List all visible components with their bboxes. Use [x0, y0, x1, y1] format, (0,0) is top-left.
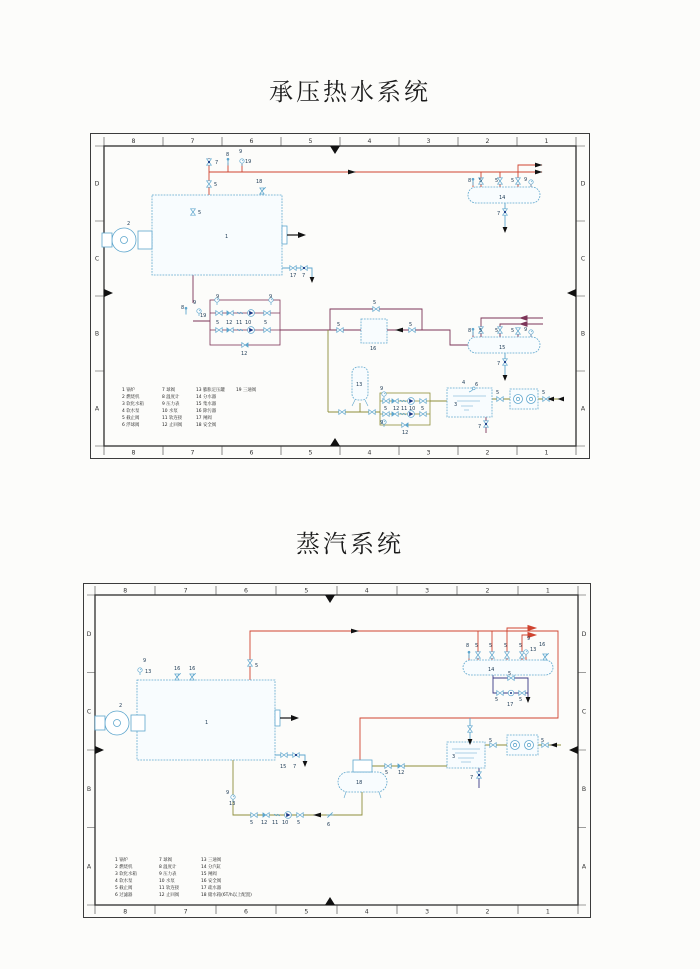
- component-label: 2: [127, 221, 131, 227]
- grid-label: B: [580, 330, 586, 338]
- ball-valve-icon: [503, 359, 508, 365]
- ball-valve-icon: [503, 209, 508, 215]
- component-label: 5: [511, 178, 515, 184]
- grid-label: 7: [190, 449, 195, 457]
- component-label: 19: [200, 313, 207, 319]
- gate-valve-icon: [290, 266, 296, 271]
- grid-label: A: [86, 863, 92, 871]
- legend-item: 6 过滤器: [115, 893, 133, 898]
- thermometer-icon: [468, 651, 471, 659]
- component-label: 5: [496, 390, 500, 396]
- legend-item: 8 温度计: [162, 395, 180, 400]
- component-label: 5: [337, 322, 341, 328]
- stop-valve-icon: [498, 327, 503, 333]
- component-label: 5: [495, 328, 499, 334]
- component-label: 1: [205, 720, 209, 726]
- pressure-gauge-icon: [529, 180, 533, 187]
- component-label: 13: [530, 647, 537, 653]
- stop-valve-icon: [297, 813, 303, 818]
- legend-item: 1 锅炉: [115, 858, 128, 863]
- grid-label: 6: [243, 908, 248, 916]
- steam-trap-icon: [508, 690, 514, 696]
- component-label: 15: [280, 764, 287, 770]
- legend-item: 19 三通阀: [236, 388, 257, 393]
- grid-label: 5: [304, 587, 309, 595]
- legend: [122, 386, 257, 428]
- stop-valve-icon: [476, 652, 481, 658]
- ball-valve-icon: [207, 159, 212, 165]
- stop-valve-icon: [373, 307, 379, 312]
- component-label: 7: [215, 160, 219, 166]
- component-label: 5: [297, 820, 301, 826]
- component-label: 13: [356, 382, 363, 388]
- pump-icon: [248, 310, 255, 317]
- stop-valve-icon: [216, 328, 222, 333]
- component-label: 5: [519, 643, 523, 649]
- component-label: 12: [241, 351, 248, 357]
- stop-valve-icon: [264, 328, 270, 333]
- legend-item: 17 疏水器: [201, 886, 222, 891]
- flow-arrows: [280, 629, 557, 818]
- check-valve-icon: [392, 399, 398, 404]
- legend-item: 18 安全阀: [196, 423, 217, 428]
- stop-valve-icon: [505, 652, 510, 658]
- component-label: 7: [497, 211, 501, 217]
- legend: [115, 856, 252, 898]
- thermometer-icon: [472, 328, 475, 336]
- check-valve-icon: [402, 423, 408, 428]
- check-valve-icon: [392, 412, 398, 417]
- grid-label: 8: [131, 449, 136, 457]
- legend-item: 14 分汽缸: [201, 865, 222, 870]
- component-label: 16: [174, 666, 181, 672]
- component-label: 2: [119, 703, 123, 709]
- component-label: 14: [499, 195, 506, 201]
- pressure-gauge-icon: [138, 668, 142, 675]
- safety-valve-icon: [260, 187, 266, 194]
- stop-valve-icon: [383, 399, 389, 404]
- stop-valve-icon: [369, 410, 375, 415]
- legend-item: 11 软连接: [162, 416, 183, 421]
- grid-label: 3: [425, 908, 430, 916]
- grid-label: D: [86, 630, 92, 638]
- component-label: 5: [489, 643, 493, 649]
- legend-item: 15 闸阀: [201, 872, 217, 877]
- check-valve-icon: [242, 343, 248, 348]
- steam-system-drawing: [83, 583, 591, 918]
- component-label: 10: [282, 820, 289, 826]
- component-label: 4: [462, 380, 466, 386]
- grid-label: 7: [183, 908, 188, 916]
- grid-label: 8: [131, 138, 136, 145]
- legend-item: 5 截止阀: [115, 886, 133, 891]
- check-valve-icon: [227, 311, 233, 316]
- grid-label: 8: [123, 587, 128, 595]
- legend-item: 9 压力表: [162, 402, 180, 407]
- component-label: 17: [290, 273, 297, 279]
- legend-item: 5 截止阀: [122, 416, 140, 421]
- component-label: 12: [261, 820, 268, 826]
- component-label: 8: [466, 643, 470, 649]
- legend-item: 15 集水器: [196, 402, 217, 407]
- pressure-gauge-icon: [524, 650, 528, 657]
- legend-item: 7 球阀: [162, 388, 175, 393]
- hot-water-system-drawing: [90, 133, 590, 459]
- grid-label: 4: [364, 587, 369, 595]
- grid-label: 2: [485, 138, 490, 145]
- grid-label: C: [581, 708, 587, 716]
- legend-item: 16 除污器: [196, 409, 217, 414]
- grid-label: 8: [123, 908, 128, 916]
- safety-valve-icon: [190, 673, 196, 680]
- steam-schematic: [83, 583, 591, 918]
- grid-label: 2: [485, 908, 490, 916]
- pressure-gauge-icon: [529, 330, 533, 337]
- ball-valve-icon: [293, 753, 299, 758]
- safety-valve-icon: [543, 653, 549, 660]
- component-label: 10: [245, 320, 252, 326]
- pump-icon: [408, 398, 415, 405]
- grid-label: 6: [243, 587, 248, 595]
- thermometer-icon: [472, 178, 475, 186]
- component-label: 5: [198, 210, 202, 216]
- ball-valve-icon: [301, 266, 307, 271]
- pressure-gauge-icon: [240, 159, 244, 166]
- legend-item: 8 温度计: [159, 865, 177, 870]
- grid-label: 1: [545, 587, 550, 595]
- component-label: 5: [384, 406, 388, 412]
- check-valve-icon: [398, 764, 404, 769]
- grid-label: D: [94, 180, 100, 188]
- component-label: 5: [214, 182, 218, 188]
- component-label: 6: [327, 822, 331, 828]
- component-label: 12: [398, 770, 405, 776]
- grid-label: 4: [367, 138, 372, 145]
- component-label: 5: [495, 697, 499, 703]
- check-valve-icon: [227, 328, 233, 333]
- grid-label: 5: [308, 449, 313, 457]
- stop-valve-icon: [519, 691, 525, 696]
- component-label: 12: [226, 320, 233, 326]
- component-label: 9: [216, 294, 220, 300]
- burner: [102, 228, 136, 252]
- hot-water-schematic: [90, 133, 590, 459]
- legend-item: 2 燃烧机: [115, 865, 133, 870]
- grid-label: 2: [485, 587, 490, 595]
- stop-valve-icon: [516, 328, 521, 334]
- component-label: 8: [468, 328, 472, 334]
- component-label: 9: [269, 294, 273, 300]
- legend-item: 3 软化水箱: [115, 872, 137, 877]
- stop-valve-icon: [468, 726, 473, 732]
- stop-valve-icon: [497, 397, 503, 402]
- component-label: 16: [189, 666, 196, 672]
- stop-valve-icon: [490, 652, 495, 658]
- legend-item: 7 球阀: [159, 858, 172, 863]
- component-label: 5: [479, 328, 483, 334]
- component-label: 18: [256, 179, 263, 185]
- stop-valve-icon: [337, 328, 343, 333]
- grid-label: 7: [183, 587, 188, 595]
- stop-valve-icon: [420, 412, 426, 417]
- legend-item: 18 储水箱(6T/h以上配置): [201, 893, 252, 898]
- stop-valve-icon: [420, 399, 426, 404]
- stop-valve-icon: [516, 178, 521, 184]
- component-label: 8: [181, 305, 185, 311]
- stop-valve-icon: [251, 813, 257, 818]
- component-label: 10: [409, 406, 416, 412]
- component-label: 5: [541, 738, 545, 744]
- component-label: 5: [421, 406, 425, 412]
- component-label: 5: [489, 738, 493, 744]
- stop-valve-icon: [385, 764, 391, 769]
- component-label: 5: [385, 770, 389, 776]
- legend-item: 16 安全阀: [201, 879, 222, 884]
- component-label: 9: [239, 149, 243, 155]
- component-label: 11: [236, 320, 243, 326]
- component-label: 9: [380, 386, 384, 392]
- component-label: 11: [401, 406, 408, 412]
- grid-label: C: [580, 255, 586, 263]
- component-label: 9: [524, 327, 528, 333]
- component-label: 9: [524, 177, 528, 183]
- grid-label: 3: [425, 587, 430, 595]
- boiler: [138, 195, 287, 275]
- grid-label: A: [581, 863, 587, 871]
- component-label: 5: [519, 697, 523, 703]
- drain-pipes: [275, 718, 470, 761]
- legend-item: 10 水泵: [159, 879, 175, 884]
- grid-label: D: [580, 180, 586, 188]
- burner: [95, 711, 129, 735]
- grid-label: D: [581, 630, 587, 638]
- component-label: 14: [488, 667, 495, 673]
- thermometer-icon: [185, 307, 188, 315]
- stop-valve-icon: [339, 410, 345, 415]
- legend-item: 10 水泵: [162, 409, 178, 414]
- component-label: 5: [409, 322, 413, 328]
- legend-item: 12 止回阀: [162, 423, 183, 428]
- grid-label: C: [86, 708, 92, 716]
- component-label: 12: [393, 406, 400, 412]
- grid-label: 6: [249, 449, 254, 457]
- component-label: 5: [542, 390, 546, 396]
- grid-label: 1: [544, 138, 549, 145]
- component-label: 9: [143, 658, 147, 664]
- stop-valve-icon: [264, 311, 270, 316]
- component-label: 5: [508, 671, 512, 677]
- stop-valve-icon: [207, 181, 212, 187]
- grid-label: 6: [249, 138, 254, 145]
- component-label: 5: [495, 178, 499, 184]
- thermometer-icon: [227, 158, 230, 166]
- component-label: 6: [475, 382, 479, 388]
- legend-item: 3 软化水箱: [122, 402, 144, 407]
- component-label: 3: [452, 754, 456, 760]
- component-label: 8: [226, 152, 230, 158]
- legend-item: 13 膨胀定压罐: [196, 388, 225, 393]
- legend-item: 4 软水泵: [122, 409, 140, 414]
- grid-label: 5: [304, 908, 309, 916]
- grid-label: C: [94, 255, 100, 263]
- component-label: 9: [226, 790, 230, 796]
- grid-label: 4: [367, 449, 372, 457]
- grid-label: 1: [545, 908, 550, 916]
- component-label: 7: [470, 775, 474, 781]
- ball-valve-icon: [484, 421, 489, 427]
- dirt-separator: [361, 319, 387, 343]
- component-label: 12: [402, 430, 409, 436]
- component-label: 5: [504, 643, 508, 649]
- legend-item: 17 闸阀: [196, 416, 212, 421]
- grid-label: 5: [308, 138, 313, 145]
- page-title-hot-water: 承压热水系统: [269, 80, 431, 106]
- component-label: 9: [527, 636, 531, 642]
- component-label: 7: [497, 361, 501, 367]
- legend-item: 14 分水器: [196, 395, 217, 400]
- component-label: 15: [499, 345, 506, 351]
- component-label: 9: [380, 420, 384, 426]
- legend-item: 13 三通阀: [201, 858, 222, 863]
- component-label: 7: [478, 424, 482, 430]
- page-title-steam: 蒸汽系统: [296, 532, 404, 558]
- legend-item: 11 软连接: [159, 886, 180, 891]
- grid-label: B: [94, 330, 100, 338]
- stop-valve-icon: [383, 412, 389, 417]
- legend-item: 2 燃烧机: [122, 395, 140, 400]
- component-label: 1: [225, 234, 229, 240]
- component-label: 5: [250, 820, 254, 826]
- component-label: 7: [302, 273, 306, 279]
- component-label: 11: [272, 820, 279, 826]
- grid-label: A: [580, 405, 586, 413]
- component-label: 5: [373, 300, 377, 306]
- stop-valve-icon: [498, 178, 503, 184]
- stop-valve-icon: [497, 691, 503, 696]
- component-label: 17: [507, 702, 514, 708]
- legend-item: 12 止回阀: [159, 893, 180, 898]
- flow-arrows: [287, 170, 564, 402]
- component-label: 5: [264, 320, 268, 326]
- ball-valve-icon: [477, 772, 482, 778]
- legend-item: 1 锅炉: [122, 388, 135, 393]
- component-label: 13: [145, 669, 152, 675]
- component-label: 5: [216, 320, 220, 326]
- legend-item: 9 压力表: [159, 872, 177, 877]
- component-label: 19: [245, 159, 252, 165]
- strainer-icon: [327, 812, 334, 817]
- component-label: 16: [370, 346, 377, 352]
- water-softener: [510, 389, 538, 409]
- grid-label: B: [86, 785, 92, 793]
- component-label: 16: [539, 642, 546, 648]
- component-label: 7: [293, 764, 297, 770]
- grid-label: 3: [426, 138, 431, 145]
- component-label: 8: [468, 178, 472, 184]
- grid-label: 7: [190, 138, 195, 145]
- pump-icon: [285, 812, 292, 819]
- grid-label: 1: [544, 449, 549, 457]
- component-label: 5: [475, 643, 479, 649]
- check-valve-icon: [263, 813, 269, 818]
- component-label: 13: [229, 801, 236, 807]
- pump-icon: [248, 327, 255, 334]
- component-label: 18: [356, 780, 363, 786]
- water-softener: [507, 735, 538, 755]
- component-label: 5: [479, 178, 483, 184]
- component-label: 3: [454, 402, 458, 408]
- grid-label: A: [94, 405, 100, 413]
- legend-item: 6 浮球阀: [122, 423, 140, 428]
- gate-valve-icon: [281, 753, 287, 758]
- grid-label: 2: [485, 449, 490, 457]
- stop-valve-icon: [409, 328, 415, 333]
- legend-item: 4 软水泵: [115, 879, 133, 884]
- grid-label: 4: [364, 908, 369, 916]
- safety-valve-icon: [175, 673, 181, 680]
- stop-valve-icon: [248, 660, 253, 666]
- component-label: 5: [255, 663, 259, 669]
- component-label: 9: [193, 300, 197, 306]
- stop-valve-icon: [216, 311, 222, 316]
- grid-label: B: [581, 785, 587, 793]
- component-label: 5: [511, 328, 515, 334]
- grid-label: 3: [426, 449, 431, 457]
